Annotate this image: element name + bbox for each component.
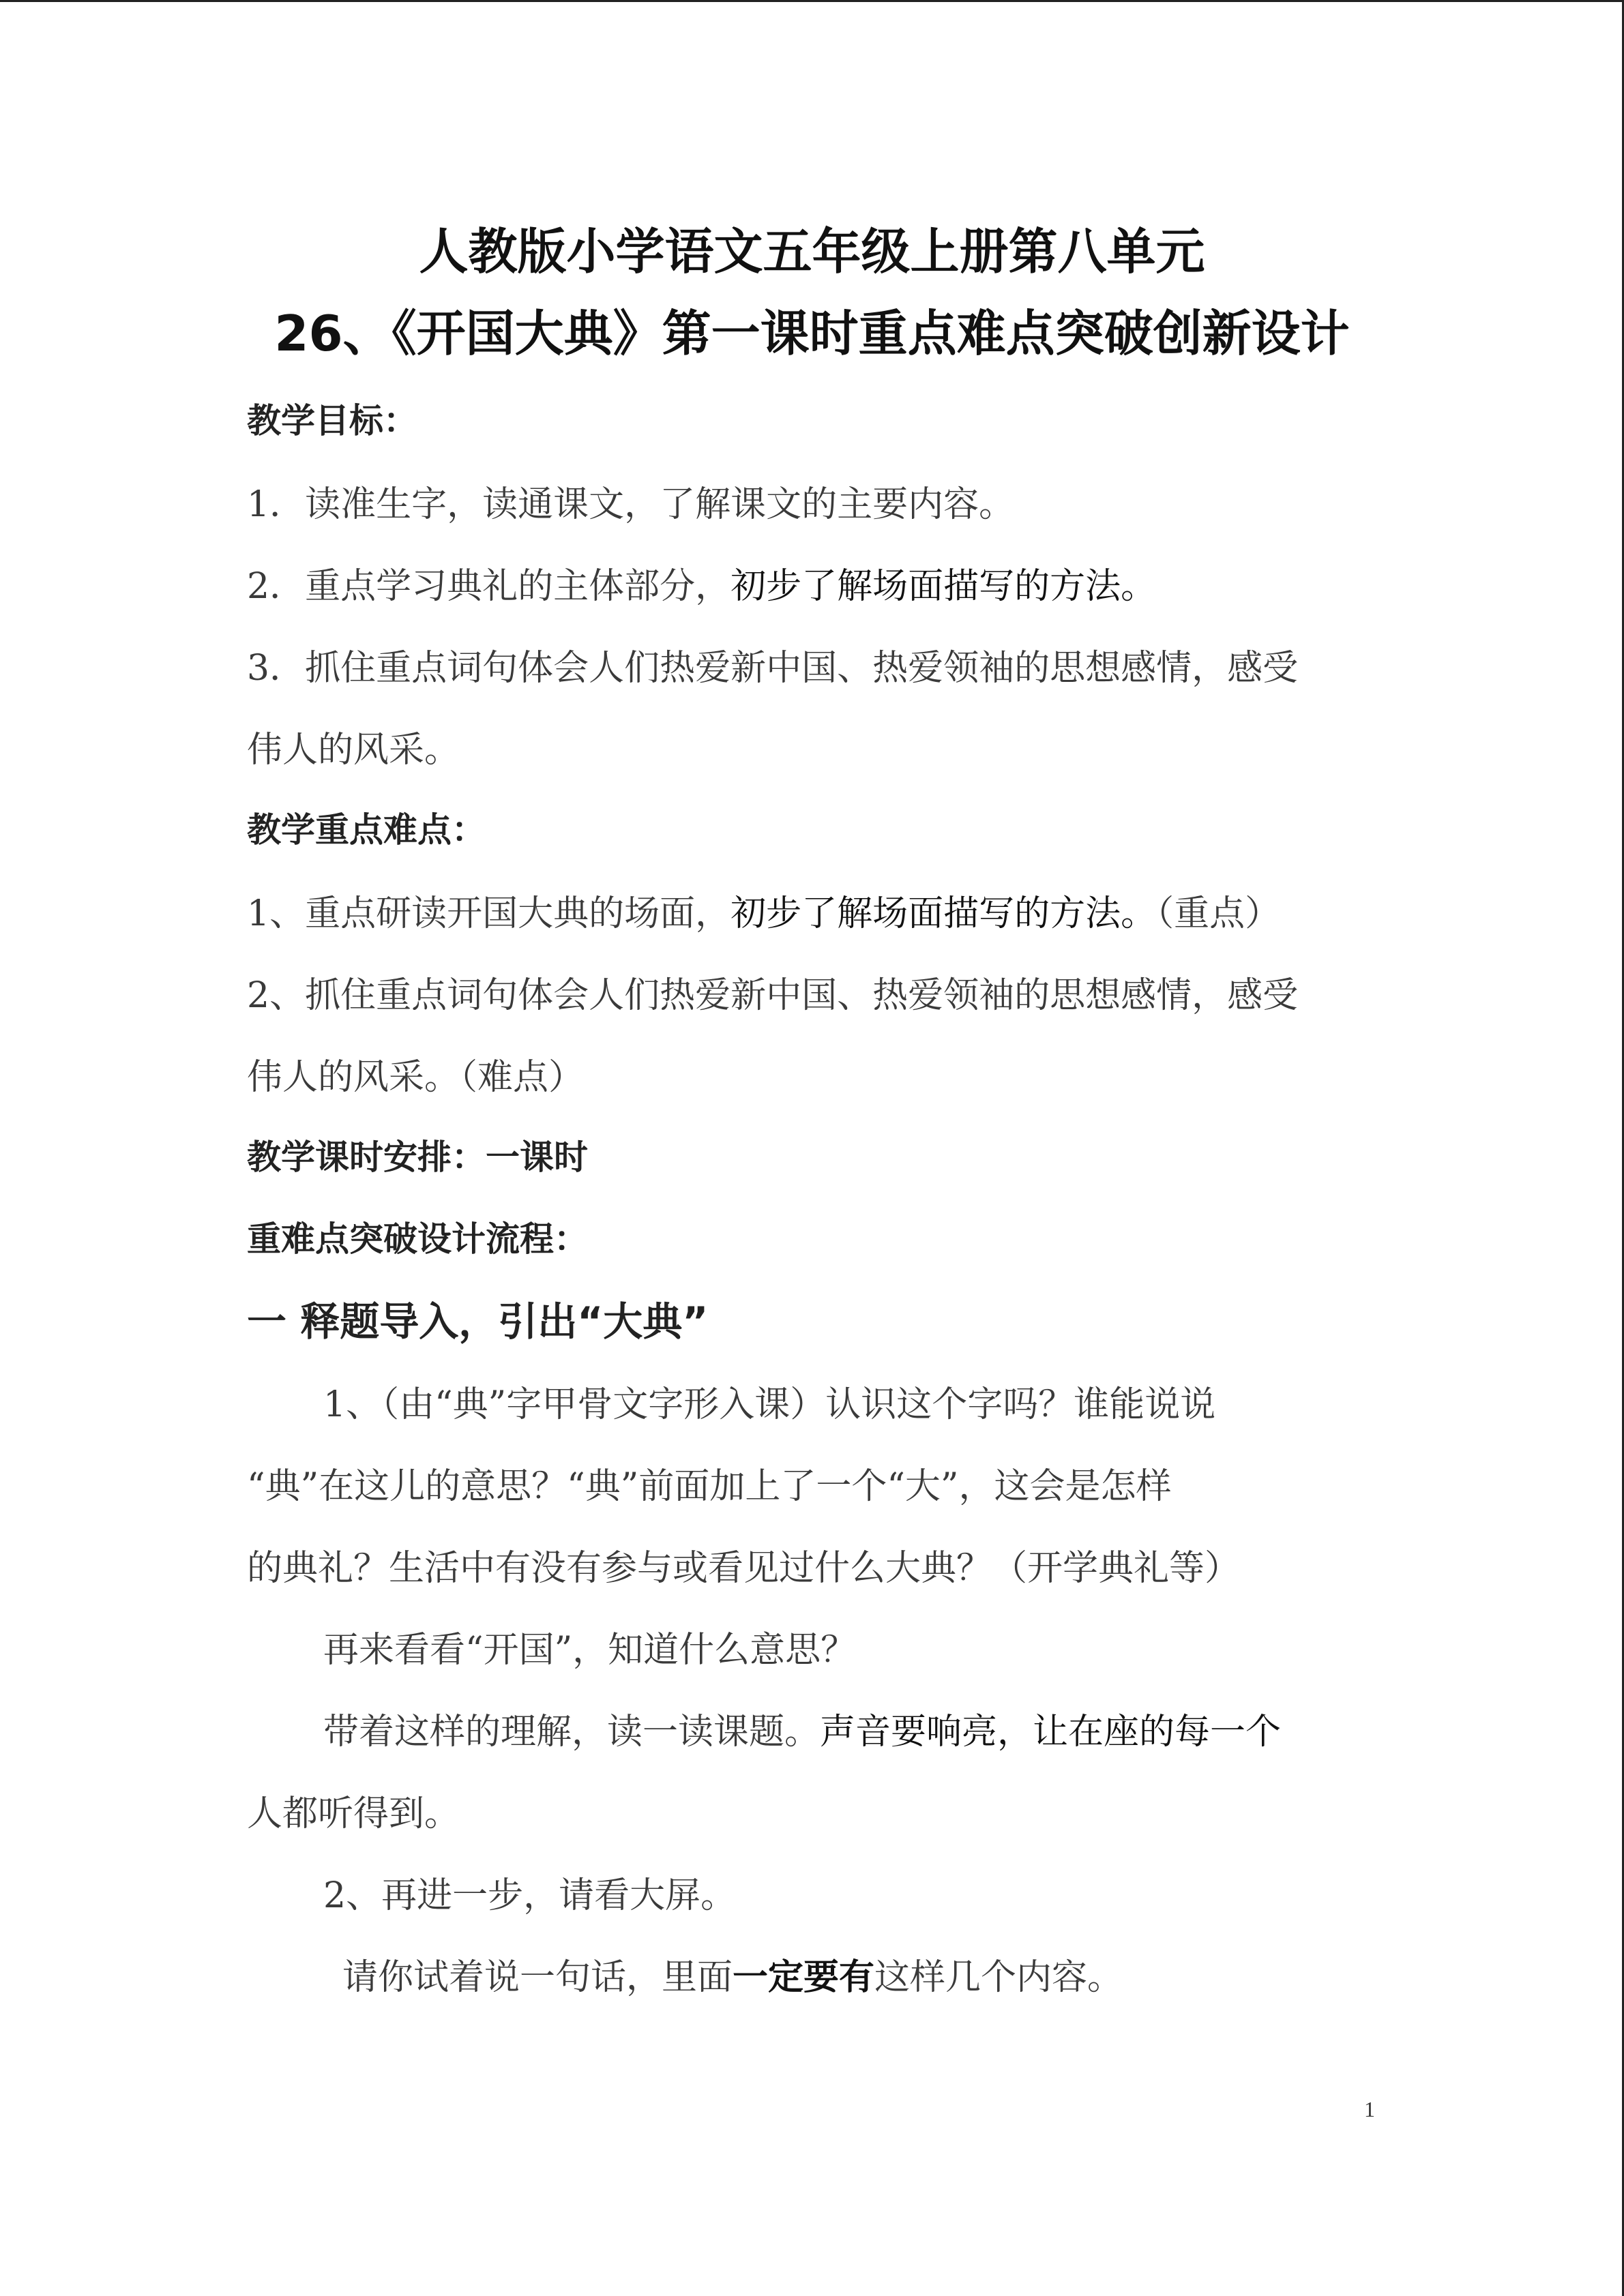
paragraph-2: 再来看看“开国”，知道什么意思？ [323, 1630, 857, 1671]
key-point-1-part-c: （重点） [1156, 893, 1281, 934]
paragraph-1-line1: 1、（由“典”字甲骨文字形入课）认识这个字吗？谁能说说 [323, 1384, 1216, 1425]
section-1-heading: 一 释题导入，引出“大典” [247, 1298, 709, 1345]
heading-goals: 教学目标： [247, 401, 417, 441]
goal-2-part-a: 2．重点学习典礼的主体部分， [247, 566, 731, 607]
paragraph-3-line2: 人都听得到。 [247, 1793, 460, 1834]
paragraph-5-emphasis: 一定要有 [733, 1957, 875, 1998]
goal-1: 1．读准生字，读通课文，了解课文的主要内容。 [247, 484, 1015, 525]
heading-key-points: 教学重点难点： [247, 810, 486, 850]
key-point-2-line1: 2、抓住重点词句体会人们热爱新中国、热爱领袖的思想感情，感受 [247, 975, 1299, 1016]
paragraph-5-part-a: 请你试着说一句话，里面 [342, 1957, 733, 1998]
paragraph-3-line1 [323, 1703, 1281, 1754]
document-title-line2: 26、《开国大典》第一课时重点难点突破创新设计 [274, 305, 1350, 362]
paragraph-4: 2、再进一步，请看大屏。 [323, 1875, 737, 1916]
heading-schedule: 教学课时安排：一课时 [247, 1137, 588, 1177]
goal-2 [247, 557, 1156, 608]
goal-3-line2: 伟人的风采。 [247, 730, 460, 771]
page-number: 1 [1364, 2097, 1375, 2121]
key-point-1 [247, 884, 1280, 936]
key-point-1-part-a: 1、重点研读开国大典的场面， [247, 893, 731, 934]
key-point-1-part-b: 初步了解场面描写的方法。 [730, 893, 1157, 934]
goal-2-part-b: 初步了解场面描写的方法。 [730, 566, 1157, 607]
paragraph-5-part-c: 这样几个内容。 [874, 1957, 1123, 1998]
key-point-2-line2: 伟人的风采。（难点） [247, 1057, 585, 1098]
paragraph-1-line3: 的典礼？生活中有没有参与或看见过什么大典？（开学典礼等） [247, 1548, 1241, 1589]
heading-flow: 重难点突破设计流程： [247, 1219, 588, 1259]
paragraph-5 [342, 1948, 1123, 1999]
paragraph-3-part-a: 带着这样的理解，读一读课题。 [323, 1712, 821, 1753]
paragraph-3-part-b: 声音要响亮，让在座的每一个 [820, 1712, 1282, 1753]
document-title-line1: 人教版小学语文五年级上册第八单元 [419, 223, 1205, 280]
goal-3-line1: 3．抓住重点词句体会人们热爱新中国、热爱领袖的思想感情，感受 [247, 648, 1299, 689]
paragraph-1-line2: “典”在这儿的意思？“典”前面加上了一个“大”，这会是怎样 [247, 1466, 1172, 1507]
